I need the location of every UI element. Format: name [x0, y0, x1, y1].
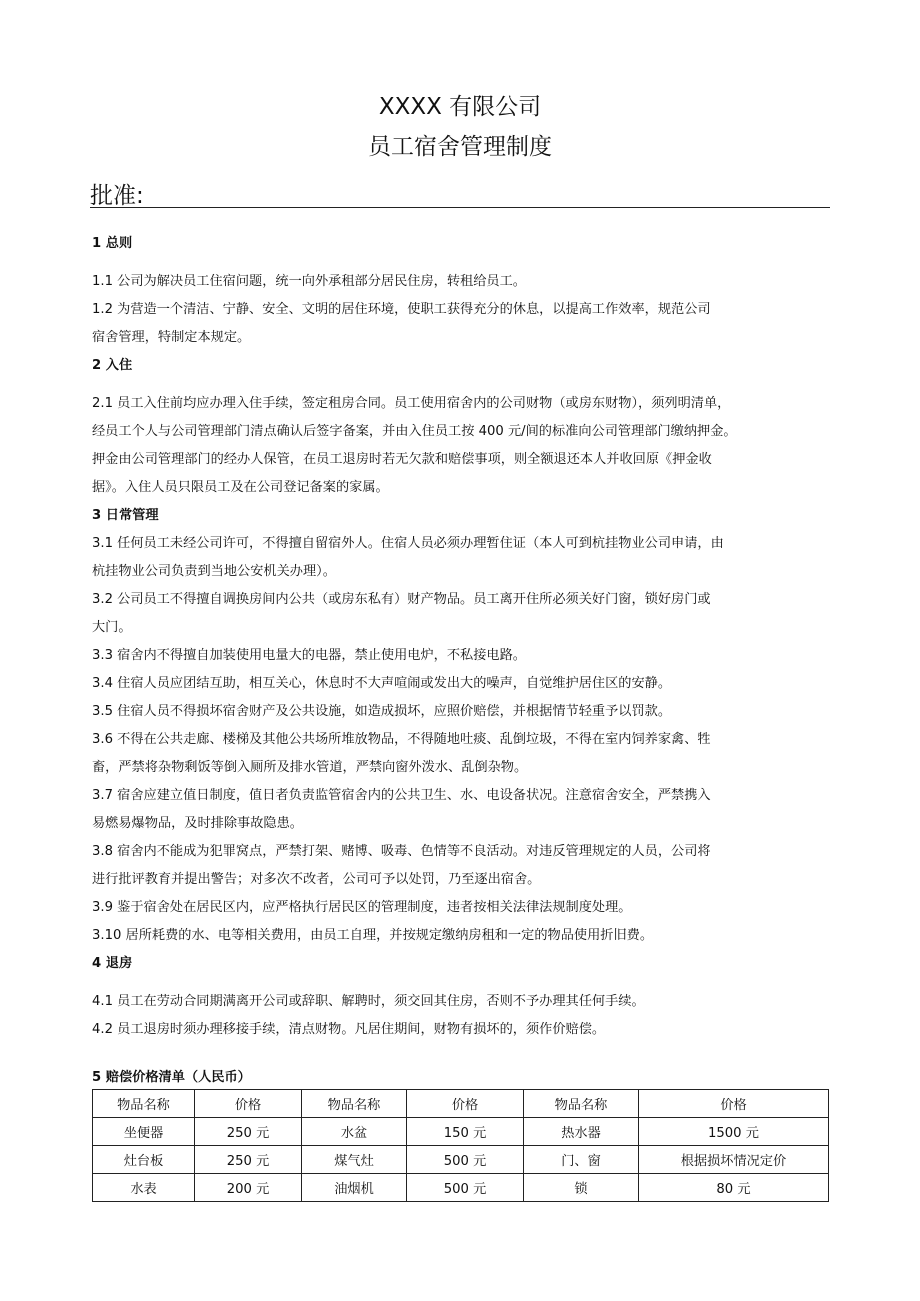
table-cell: 250 元: [195, 1146, 302, 1174]
table-cell: 热水器: [524, 1118, 639, 1146]
table-row: [93, 1146, 829, 1174]
table-cell: 根据损坏情况定价: [639, 1146, 829, 1174]
paragraph-1-2-line-1: 1.2 为营造一个清洁、宁静、安全、文明的居住环境，使职工获得充分的休息，以提高工作效率，规范公司: [92, 302, 711, 317]
approval-label: 批准:: [90, 183, 144, 209]
table-header-cell: 价格: [407, 1090, 524, 1118]
paragraph-3-2-line-2: 大门。: [92, 620, 132, 635]
paragraph-3-10: 3.10 居所耗费的水、电等相关费用，由员工自理，并按规定缴纳房租和一定的物品使用折旧费。: [92, 928, 654, 943]
company-name: XXXX 有限公司: [378, 94, 542, 120]
table-cell: 150 元: [407, 1118, 524, 1146]
table-cell: 80 元: [639, 1174, 829, 1202]
document-body: [92, 230, 830, 1044]
section-heading-daily-management: 3 日常管理: [92, 508, 159, 523]
paragraph-3-7-line-2: 易燃易爆物品，及时排除事故隐患。: [92, 816, 303, 831]
header-divider: [90, 207, 830, 208]
table-cell: 门、窗: [524, 1146, 639, 1174]
paragraph-1-1: 1.1 公司为解决员工住宿问题，统一向外承租部分居民住房，转租给员工。: [92, 274, 526, 289]
paragraph-3-6-line-1: 3.6 不得在公共走廊、楼梯及其他公共场所堆放物品，不得随地吐痰、乱倒垃圾，不得在室内饲养家禽、牲: [92, 732, 711, 747]
table-header-cell: 物品名称: [524, 1090, 639, 1118]
paragraph-4-1: 4.1 员工在劳动合同期满离开公司或辞职、解聘时，须交回其住房，否则不予办理其任何手续。: [92, 994, 645, 1009]
table-cell: 锁: [524, 1174, 639, 1202]
table-header-cell: 价格: [195, 1090, 302, 1118]
table-cell: 200 元: [195, 1174, 302, 1202]
paragraph-2-1-line-4: 据》。入住人员只限员工及在公司登记备案的家属。: [92, 480, 389, 495]
paragraph-1-2-line-2: 宿舍管理，特制定本规定。: [92, 330, 251, 345]
table-cell: 500 元: [407, 1146, 524, 1174]
paragraph-3-2-line-1: 3.2 公司员工不得擅自调换房间内公共（或房东私有）财产物品。员工离开住所必须关好门窗，锁好房门或: [92, 592, 711, 607]
table-row: [93, 1118, 829, 1146]
table-cell: 灶台板: [93, 1146, 195, 1174]
paragraph-3-8-line-1: 3.8 宿舍内不能成为犯罪窝点，严禁打架、赌博、吸毒、色情等不良活动。对违反管理规定的人员，公司将: [92, 844, 711, 859]
table-header-cell: 价格: [639, 1090, 829, 1118]
table-header-cell: 物品名称: [93, 1090, 195, 1118]
paragraph-2-1-line-1: 2.1 员工入住前均应办理入住手续，签定租房合同。员工使用宿舍内的公司财物（或房东财物），须列明清单，: [92, 396, 731, 411]
table-header-row: [93, 1090, 829, 1118]
paragraph-2-1-line-2: 经员工个人与公司管理部门清点确认后签字备案，并由入住员工按 400 元/间的标准向公司管理部门缴纳押金。: [92, 424, 737, 439]
document-title: 员工宿舍管理制度: [368, 134, 552, 160]
paragraph-4-2: 4.2 员工退房时须办理移接手续，清点财物。凡居住期间，财物有损坏的，须作价赔偿。: [92, 1022, 606, 1037]
paragraph-3-1-line-2: 杭挂物业公司负责到当地公安机关办理）。: [92, 564, 336, 579]
table-header-cell: 物品名称: [302, 1090, 407, 1118]
paragraph-3-7-line-1: 3.7 宿舍应建立值日制度，值日者负责监管宿舍内的公共卫生、水、电设备状况。注意宿舍安全，严禁携入: [92, 788, 711, 803]
section-heading-general: 1 总则: [92, 236, 133, 251]
paragraph-2-1-line-3: 押金由公司管理部门的经办人保管，在员工退房时若无欠款和赔偿事项，则全额退还本人并收回原《押金收: [92, 452, 712, 467]
paragraph-3-9: 3.9 鉴于宿舍处在居民区内，应严格执行居民区的管理制度，违者按相关法律法规制度处理。: [92, 900, 632, 915]
paragraph-3-4: 3.4 住宿人员应团结互助，相互关心，休息时不大声喧闹或发出大的噪声，自觉维护居住区的安静。: [92, 676, 672, 691]
table-cell: 水盆: [302, 1118, 407, 1146]
table-row: [93, 1174, 829, 1202]
paragraph-3-5: 3.5 住宿人员不得损坏宿舍财产及公共设施，如造成损坏，应照价赔偿，并根据情节轻重予以罚款。: [92, 704, 672, 719]
table-cell: 煤气灶: [302, 1146, 407, 1174]
compensation-price-table: [92, 1089, 829, 1202]
table-cell: 坐便器: [93, 1118, 195, 1146]
section-heading-checkin: 2 入住: [92, 358, 133, 373]
section-heading-compensation: 5 赔偿价格清单（人民币）: [92, 1070, 251, 1085]
paragraph-3-3: 3.3 宿舍内不得擅自加装使用电量大的电器，禁止使用电炉，不私接电路。: [92, 648, 526, 663]
section-heading-checkout: 4 退房: [92, 956, 133, 971]
table-cell: 500 元: [407, 1174, 524, 1202]
paragraph-3-1-line-1: 3.1 任何员工未经公司许可，不得擅自留宿外人。住宿人员必须办理暂住证（本人可到杭挂物业公司申请，由: [92, 536, 724, 551]
table-cell: 水表: [93, 1174, 195, 1202]
table-cell: 油烟机: [302, 1174, 407, 1202]
paragraph-3-8-line-2: 进行批评教育并提出警告；对多次不改者，公司可予以处罚，乃至逐出宿舍。: [92, 872, 541, 887]
paragraph-3-6-line-2: 畜，严禁将杂物剩饭等倒入厕所及排水管道，严禁向窗外泼水、乱倒杂物。: [92, 760, 528, 775]
table-cell: 1500 元: [639, 1118, 829, 1146]
table-cell: 250 元: [195, 1118, 302, 1146]
